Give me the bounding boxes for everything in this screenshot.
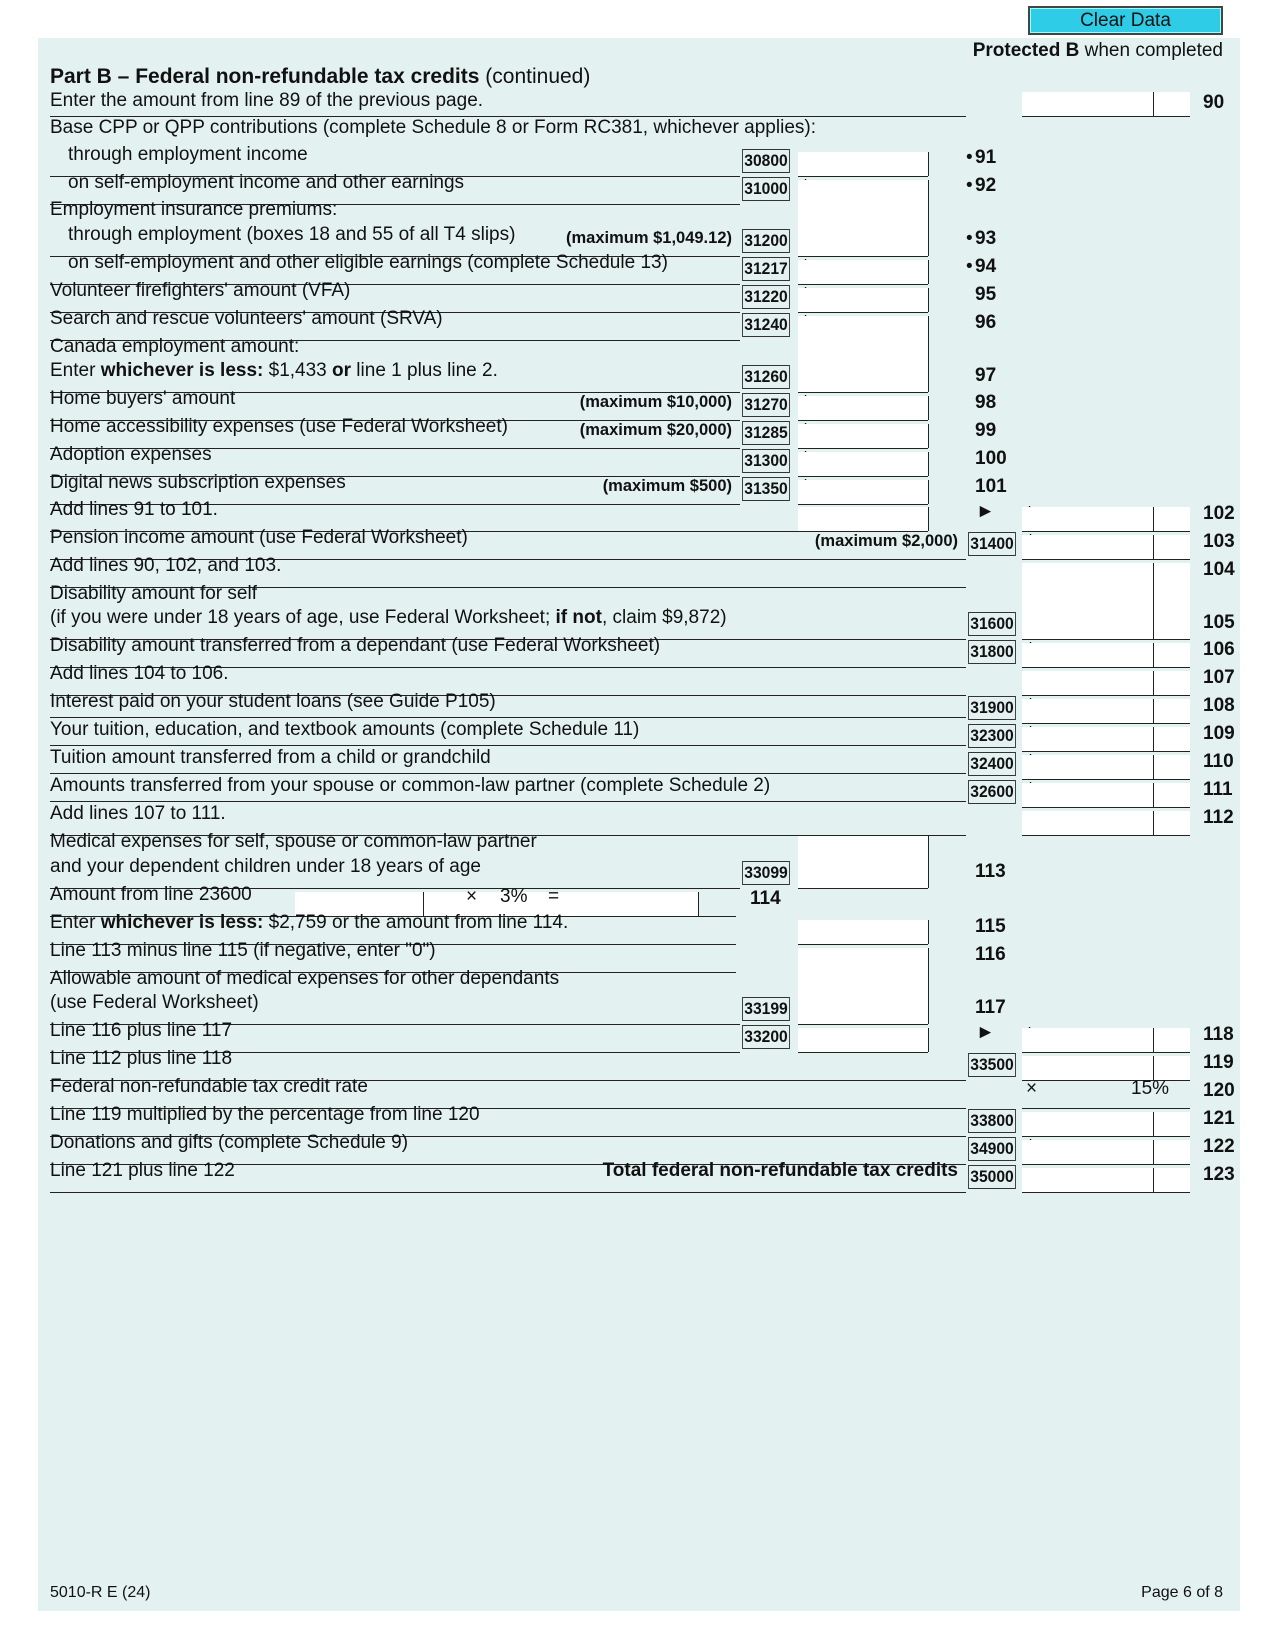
line-94-code: 31217 [742,257,790,281]
line-91-label: through employment income [68,144,308,165]
line-118-code: 33200 [742,1025,790,1049]
line-121-code: 33800 [968,1109,1016,1133]
row-rule [1022,807,1190,808]
line-114-equals: = [548,886,560,907]
row-rule [798,420,928,421]
line-90-number: 90 [1203,92,1225,113]
row-rule [1022,695,1190,696]
line-105-label-b-part: , claim $9,872) [601,607,727,628]
line-94-amount[interactable] [798,260,928,284]
line-96-number: 96 [975,312,997,333]
line-119-amount[interactable] [1022,1056,1190,1080]
line-98-maximum: (maximum $10,000) [579,393,732,411]
line-122-number: 122 [1203,1136,1235,1157]
line-100-code: 31300 [742,449,790,473]
line-105-label-b-part: if not [555,607,602,628]
cpp-heading: Base CPP or QPP contributions (complete Schedule 8 or Form RC381, whichever applies): [50,117,816,138]
line-120-number: 120 [1203,1080,1235,1101]
line-106-code: 31800 [968,640,1016,664]
line-116-amount[interactable] [798,948,928,972]
line-97-number: 97 [975,365,997,386]
line-109-code: 32300 [968,724,1016,748]
line-105-code: 31600 [968,612,1016,636]
line-119-number: 119 [1203,1052,1234,1073]
line-92-amount[interactable] [798,180,928,204]
line-98-number: 98 [975,392,997,413]
line-108-code: 31900 [968,696,1016,720]
cents-divider [1153,727,1154,751]
line-119-label: Line 112 plus line 118 [50,1048,233,1069]
line-95-number: 95 [975,284,997,305]
line-99-code: 31285 [742,421,790,445]
line-103-amount[interactable] [1022,535,1190,559]
line-113-label-a: Medical expenses for self, spouse or common-law partner [50,831,537,852]
cents-divider [1153,1056,1154,1080]
cents-divider [1153,563,1154,587]
cents-divider [928,204,929,256]
line-95-code: 31220 [742,285,790,309]
cents-divider [928,452,929,476]
row-rule [1022,1136,1190,1137]
line-91-amount[interactable] [798,152,928,176]
line-105-amount[interactable] [1022,587,1190,639]
line-101-maximum: (maximum $500) [602,477,732,495]
line-107-number: 107 [1203,667,1235,688]
line-115-label [50,912,568,934]
line-102-number: 102 [1203,503,1235,524]
line-93-number: 93 [975,228,997,249]
row-rule [798,256,928,257]
line-105-number: 105 [1203,612,1235,633]
row-rule [1022,835,1190,836]
line-119-code: 33500 [968,1053,1016,1077]
line-115-number: 115 [975,916,1006,937]
line-92-number: 92 [975,175,997,196]
line-103-maximum: (maximum $2,000) [814,532,958,550]
cents-divider [1153,1140,1154,1164]
row-rule [798,312,928,313]
row-rule [50,745,966,746]
line-110-code: 32400 [968,752,1016,776]
protected-b-notice [973,40,1223,62]
row-rule [798,888,928,889]
cents-divider [1153,535,1154,559]
cents-divider [928,316,929,340]
cents-divider [928,180,929,204]
cents-divider [1153,811,1154,835]
line-102-subtotal[interactable] [798,507,928,531]
cents-divider [1153,1112,1154,1136]
line-106-amount[interactable] [1022,643,1190,667]
line-118-number: 118 [1203,1024,1234,1045]
line-98-label: Home buyers' amount [50,388,236,409]
row-rule [1022,1192,1190,1193]
line-105-label-b [50,607,727,629]
line-109-number: 109 [1203,723,1235,744]
line-105-label-a: Disability amount for self [50,583,257,604]
cents-divider [928,396,929,420]
row-rule [798,1052,928,1053]
line-117-label-a: Allowable amount of medical expenses for other dependants [50,968,560,989]
line-109-amount[interactable] [1022,727,1190,751]
row-rule [1022,531,1190,532]
line-123-code: 35000 [968,1165,1016,1189]
cents-divider [928,152,929,176]
cents-divider [1153,755,1154,779]
line-114-percent: 3% [500,886,528,907]
row-rule [50,1192,966,1193]
cents-divider [1153,783,1154,807]
row-rule [798,944,928,945]
row-rule [1022,1108,1190,1109]
line-106-label: Disability amount transferred from a dependant (use Federal Worksheet) [50,635,661,656]
row-rule [50,801,966,802]
line-111-number: 111 [1203,779,1233,800]
line-104-amount[interactable] [1022,563,1190,587]
line-105-label-b-part: (if you were under 18 years of age, use Federal Worksheet; [50,607,556,628]
line-121-label: Line 119 multiplied by the percentage from line 120 [50,1104,480,1125]
row-rule [1022,116,1190,117]
row-rule [1022,559,1190,560]
page-title [50,65,590,89]
line-99-number: 99 [975,420,997,441]
line-90-label: Enter the amount from line 89 of the previous page. [50,90,484,111]
line-98-code: 31270 [742,393,790,417]
line-99-amount[interactable] [798,424,928,448]
cents-divider [928,1028,929,1052]
line-104-label: Add lines 90, 102, and 103. [50,555,282,576]
line-108-number: 108 [1203,695,1235,716]
line-111-label: Amounts transferred from your spouse or common-law partner (complete Schedule 2) [50,775,771,796]
line-98-amount[interactable] [798,396,928,420]
line-122-label: Donations and gifts (complete Schedule 9) [50,1132,409,1153]
cents-divider [928,507,929,531]
line-121-amount[interactable] [1022,1112,1190,1136]
line-97-label-part: $1,433 [263,360,333,381]
row-rule [1022,1164,1190,1165]
line-97-code: 31260 [742,365,790,389]
line-93-amount[interactable] [798,204,928,256]
line-113-code: 33099 [742,861,790,885]
line-118-label: Line 116 plus line 117 [50,1020,233,1041]
line-94-number-bullet: • [966,256,973,277]
line-90-amount[interactable] [1022,92,1190,116]
line-112-number: 112 [1203,807,1234,828]
line-115-amount[interactable] [798,920,928,944]
line-106-number: 106 [1203,639,1235,660]
row-rule [798,476,928,477]
line-94-label: on self-employment and other eligible earnings (complete Schedule 13) [68,252,668,273]
line-120-rate: 15% [1131,1078,1170,1099]
ei-heading: Employment insurance premiums: [50,199,338,220]
cents-divider [928,424,929,448]
row-rule [1022,751,1190,752]
line-93-label: through employment (boxes 18 and 55 of all T4 slips) [68,224,516,245]
line-94-number: 94 [975,256,997,277]
line-120-multiply: × [1026,1078,1038,1099]
line-114-number: 114 [750,888,781,909]
line-92-number-bullet: • [966,175,973,196]
row-rule [1022,779,1190,780]
cents-divider [1153,643,1154,667]
row-rule [798,448,928,449]
line-99-label: Home accessibility expenses (use Federal Worksheet) [50,416,508,437]
line-114-multiply: × [466,886,478,907]
total-credits-label: Total federal non-refundable tax credits [602,1160,958,1181]
line-116-number: 116 [975,944,1006,965]
cents-divider [1153,1028,1154,1052]
line-118-subtotal[interactable] [798,1028,928,1052]
line-103-number: 103 [1203,531,1235,552]
cents-divider [1153,671,1154,695]
line-109-label: Your tuition, education, and textbook amounts (complete Schedule 11) [50,719,640,740]
cents-divider [928,836,929,888]
line-112-label: Add lines 107 to 111. [50,803,226,824]
line-97-amount[interactable] [798,340,928,392]
line-120-label: Federal non-refundable tax credit rate [50,1076,368,1097]
page-number: Page 6 of 8 [1141,1584,1223,1601]
line-112-amount[interactable] [1022,811,1190,835]
row-rule [1022,667,1190,668]
line-95-amount[interactable] [798,288,928,312]
line-107-label: Add lines 104 to 106. [50,663,229,684]
cents-divider [1153,587,1154,639]
cents-divider [928,972,929,1024]
line-97-label-part: Enter [50,360,101,381]
line-101-label: Digital news subscription expenses [50,472,346,493]
line-97-label-part: line 1 plus line 2. [351,360,498,381]
line-122-amount[interactable] [1022,1140,1190,1164]
line-92-code: 31000 [742,177,790,201]
line-107-amount[interactable] [1022,671,1190,695]
line-93-maximum: (maximum $1,049.12) [565,229,732,247]
row-rule [1022,723,1190,724]
line-99-maximum: (maximum $20,000) [579,421,732,439]
line-108-label: Interest paid on your student loans (see Guide P105) [50,691,496,712]
line-113-label-b: and your dependent children under 18 years of age [50,856,481,877]
line-101-number: 101 [975,476,1007,497]
line-96-amount[interactable] [798,316,928,340]
line-121-number: 121 [1203,1108,1235,1129]
line-108-amount[interactable] [1022,699,1190,723]
line-111-amount[interactable] [1022,783,1190,807]
line-102-label: Add lines 91 to 101. [50,499,218,520]
line-118-arrow: ► [976,1022,995,1043]
line-100-number: 100 [975,448,1007,469]
line-93-number-bullet: • [966,228,973,249]
cents-divider [928,340,929,392]
line-118-amount[interactable] [1022,1028,1190,1052]
protected-b-label: Protected B [972,40,1080,61]
cea-heading: Canada employment amount: [50,336,300,357]
line-101-amount[interactable] [798,480,928,504]
line-95-label: Volunteer firefighters' amount (VFA) [50,280,351,301]
line-115-label-part: whichever is less: [100,912,264,933]
cents-divider [928,920,929,944]
line-92-label: on self-employment income and other earnings [68,172,465,193]
row-rule [798,284,928,285]
cents-divider [1153,92,1154,116]
cents-divider [928,260,929,284]
line-91-number: 91 [975,147,997,168]
line-102-arrow: ► [976,501,995,522]
row-rule [1022,1052,1190,1053]
line-96-code: 31240 [742,313,790,337]
line-123-label: Line 121 plus line 122 [50,1160,235,1181]
line-123-amount[interactable] [1022,1168,1190,1192]
cents-divider [1153,1168,1154,1192]
line-91-number-bullet: • [966,147,973,168]
protected-b-suffix: when completed [1079,40,1223,61]
line-117-code: 33199 [742,997,790,1021]
form-id: 5010-R E (24) [50,1584,151,1601]
line-117-label-b: (use Federal Worksheet) [50,992,259,1013]
line-102-amount[interactable] [1022,507,1190,531]
part-title-bold: Part B – Federal non-refundable tax credits [50,65,480,88]
line-117-number: 117 [975,997,1006,1018]
line-100-label: Adoption expenses [50,444,212,465]
line-115-label-part: Enter [50,912,101,933]
line-101-code: 31350 [742,477,790,501]
row-rule [798,176,928,177]
line-97-label-part: or [332,360,352,381]
cents-divider [928,948,929,972]
row-rule [50,717,966,718]
line-97-label [50,360,498,382]
row-rule [50,773,966,774]
line-103-code: 31400 [968,532,1016,556]
row-rule [798,1024,928,1025]
line-115-label-part: $2,759 or the amount from line 114. [263,912,569,933]
row-rule [798,504,928,505]
cents-divider [698,892,699,916]
cents-divider [928,288,929,312]
line-122-code: 34900 [968,1137,1016,1161]
line-96-label: Search and rescue volunteers' amount (SRVA) [50,308,443,329]
line-110-label: Tuition amount transferred from a child or grandchild [50,747,491,768]
line-116-label: Line 113 minus line 115 (if negative, enter "0") [50,940,436,961]
row-rule [1022,639,1190,640]
clear-data-button[interactable]: Clear Data [1028,6,1223,35]
line-110-number: 110 [1203,751,1234,772]
line-93-code: 31200 [742,229,790,253]
line-100-amount[interactable] [798,452,928,476]
line-123-number: 123 [1203,1164,1235,1185]
line-111-code: 32600 [968,780,1016,804]
cents-divider [928,480,929,504]
cents-divider [1153,507,1154,531]
line-113-number: 113 [975,861,1006,882]
line-110-amount[interactable] [1022,755,1190,779]
row-rule [798,392,928,393]
line-104-number: 104 [1203,559,1235,580]
cents-divider [1153,699,1154,723]
line-97-label-part: whichever is less: [100,360,264,381]
line-117-amount[interactable] [798,972,928,1024]
part-title-suffix: (continued) [479,65,591,88]
line-113-amount[interactable] [798,836,928,888]
line-91-code: 30800 [742,149,790,173]
line-103-label: Pension income amount (use Federal Worksheet) [50,527,468,548]
line-114-label: Amount from line 23600 [50,884,252,905]
